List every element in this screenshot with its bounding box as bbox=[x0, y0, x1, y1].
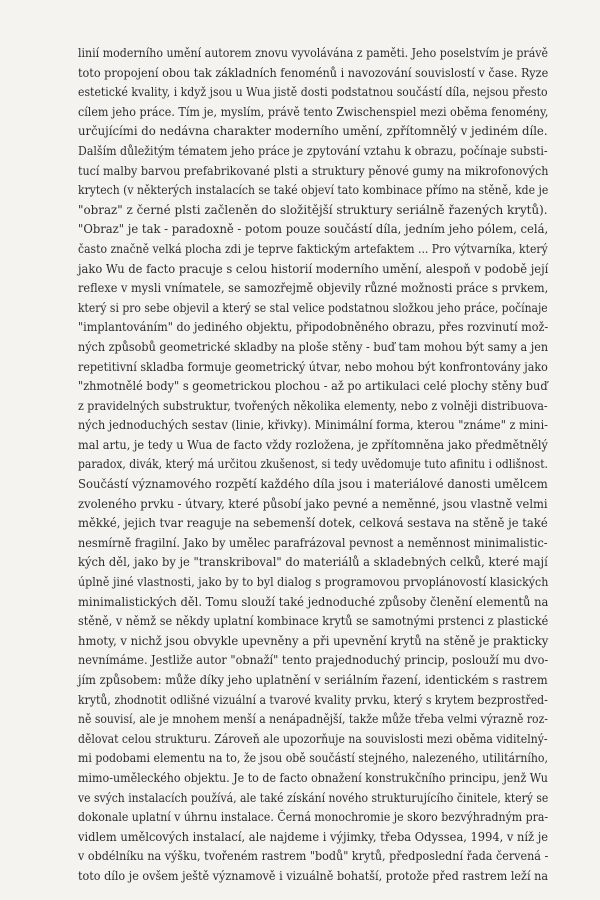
text-line: Dalším důležitým tématem jeho práce je zpytování vztahu k obrazu, počínaje substi- bbox=[78, 143, 548, 158]
text-line: dokonale uplatní v úhrnu instalace. Černá monochromie je skoro bezvýhradným pra- bbox=[78, 810, 549, 825]
text-line: cílem jeho práce. Tím je, myslím, právě tento Zwischenspiel mezi oběma fenomény, bbox=[78, 104, 549, 119]
text-line: "obraz" z černé plsti začleněn do složitější struktury seriálně řazených krytů). bbox=[78, 202, 548, 217]
text-line: stěně, v němž se někdy uplatní kombinace krytů se samotnými prstenci z plastické bbox=[78, 614, 549, 629]
text-line: vidlem umělcových instalací, ale najdeme i výjimky, třeba Odyssea, 1994, v níž je bbox=[78, 829, 549, 844]
text-line: ných jednoduchých sestav (linie, křivky). Minimální forma, kterou "známe" z mini- bbox=[78, 418, 548, 433]
text-line: dělovat celou strukturu. Zároveň ale upozorňuje na souvislosti mezi oběma viditelný- bbox=[78, 731, 548, 746]
text-line: mimo-uměleckého objektu. Je to de facto obnažení konstrukčního principu, jenž Wu bbox=[78, 770, 548, 785]
text-line: krytů, zhodnotit odlišné vizuální a tvarové kvality prvku, který s krytem bezprostřed- bbox=[78, 692, 548, 707]
text-line: paradox, divák, který má určitou zkušenost, si tedy uvědomuje tuto afinitu i odlišnost. bbox=[78, 457, 548, 472]
text-line: hmoty, v nichž jsou obvykle upevněny a při upevnění krytů na stěně je prakticky bbox=[78, 633, 549, 648]
text-line: často značně velká plocha zdi je teprve faktickým artefaktem ... Pro výtvarníka, který bbox=[78, 241, 548, 256]
text-line: který si pro sebe objevil a který se stal velice podstatnou složkou jeho práce, počínaje bbox=[78, 300, 548, 315]
text-line: zvoleného prvku - útvary, které působí jako pevné a neměnné, jsou vlastně velmi bbox=[78, 496, 548, 511]
text-line: linií moderního umění autorem znovu vyvolávána z paměti. Jeho poselstvím je právě bbox=[78, 46, 549, 60]
text-line: jako Wu de facto pracuje s celou historií moderního umění, alespoň v podobě její bbox=[78, 261, 549, 276]
text-line: v obdélníku na výšku, tvořeném rastrem "bodů" krytů, předposlední řada červená - bbox=[78, 849, 549, 864]
text-line: krytech (v některých instalacích se také objeví tato kombinace přímo na stěně, kde je bbox=[78, 183, 549, 198]
text-line: Součástí významového rozpětí každého díla jsou i materiálové danosti umělcem bbox=[78, 477, 548, 492]
text-line: "Obraz" je tak - paradoxně - potom pouze součástí díla, jedním jeho pólem, celá, bbox=[78, 222, 549, 237]
text-line: ně souvisí, ale je mnohem menší a nenápadnější, takže může třeba velmi výrazně roz- bbox=[78, 712, 548, 727]
text-line: ve svých instalacích používá, ale také získání nového strukturujícího činitele, který se bbox=[78, 790, 549, 805]
text-line: repetitivní skladba formuje geometrický útvar, nebo mohou být konfrontovány jako bbox=[78, 359, 548, 374]
text-line: kých děl, jako by je "transkriboval" do materiálů a skladebných celků, které mají bbox=[78, 555, 548, 570]
text-line: "zhmotnělé body" s geometrickou plochou - až po artikulaci celé plochy stěny buď bbox=[78, 379, 548, 394]
text-line: minimalistických děl. Tomu slouží také jednoduché způsoby členění elementů na bbox=[78, 594, 549, 609]
text-line: ných způsobů geometrické skladby na ploše stěny - buď tam mohou být samy a jen bbox=[78, 339, 549, 354]
text-line: nesmírně fragilní. Jako by umělec parafrázoval pevnost a neměnnost minimalistic- bbox=[78, 535, 548, 550]
text-line: toto dílo je ovšem ještě významově i vizuálně bohatší, protože před rastrem leží na bbox=[78, 868, 549, 883]
text-line: určujícími do nedávna charakter moderního umění, zpřítomnělý v jediném díle. bbox=[78, 124, 548, 139]
text-line: mi podobami elementu na to, že jsou obě součástí stejného, nalezeného, utilitárního, bbox=[78, 751, 549, 766]
text-line: "implantováním" do jediného objektu, připodobněného obrazu, přes rozvinutí mož- bbox=[78, 320, 549, 335]
text-line: jím způsobem: může díky jeho uplatnění v seriálním řazení, identickém s rastrem bbox=[78, 673, 548, 687]
text-line: toto propojení obou tak základních fenoménů i navozování souvislostí v čase. Ryze bbox=[78, 65, 549, 80]
text-line: nevnímáme. Jestliže autor "obnaží" tento prajednoduchý princip, poslouží mu dvo- bbox=[78, 653, 549, 668]
body-text bbox=[78, 44, 548, 887]
text-line: měkké, jejich tvar reaguje na sebemenší dotek, celková sestava na stěně je také bbox=[78, 516, 548, 531]
text-line: úplně jiné vlastnosti, jako by to byl dialog s programovou prvoplánovostí klasických bbox=[78, 575, 549, 590]
text-line: mal artu, je tedy u Wua de facto vždy rozložena, je zpřítomněna jako předmětnělý bbox=[78, 437, 548, 452]
text-line: tucí malby barvou prefabrikované plsti a struktury pěnové gumy na mikrofonových bbox=[78, 163, 549, 178]
text-line: estetické kvality, i když jsou u Wua jistě dosti podstatnou součástí díla, nejsou přesto bbox=[78, 85, 548, 100]
text-line: z pravidelných substruktur, tvořených několika elementy, nebo z volněji distribuova- bbox=[78, 398, 548, 413]
text-line: reflexe v mysli vnímatele, se samozřejmě objevily různé možnosti práce s prvkem, bbox=[78, 281, 549, 296]
